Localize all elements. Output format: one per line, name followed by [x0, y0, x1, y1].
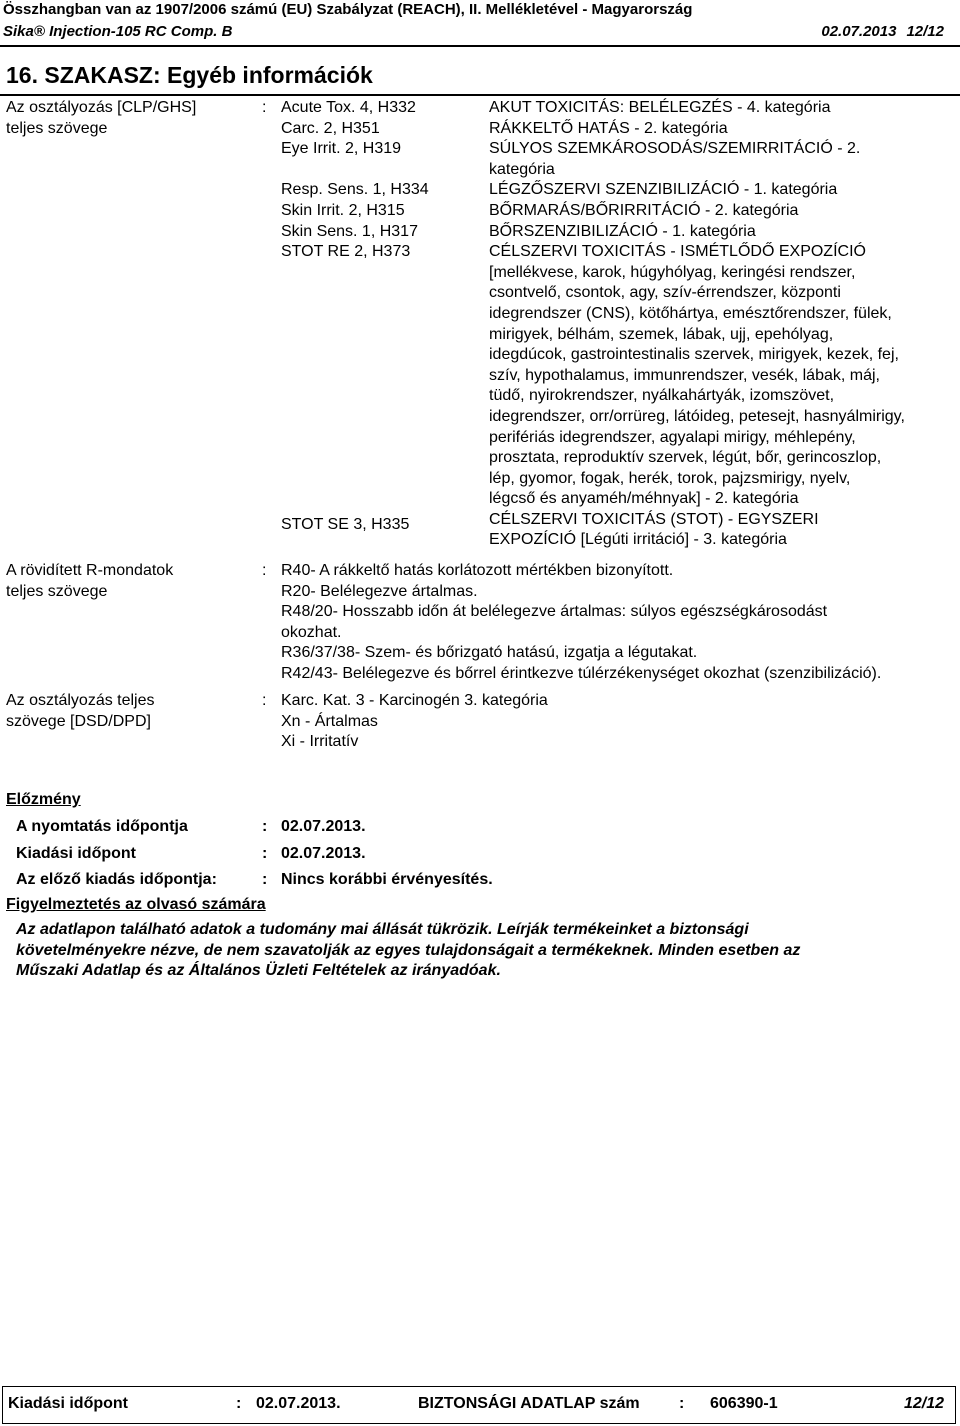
history-label-issue-date: Kiadási időpont: [16, 845, 136, 862]
history-colon: :: [262, 818, 268, 835]
section-title: 16. SZAKASZ: Egyéb információk: [6, 62, 373, 88]
dsd-colon: :: [262, 692, 267, 709]
history-value-previous: Nincs korábbi érvényesítés.: [281, 871, 493, 888]
header-rule: [0, 45, 960, 47]
clp-code: Skin Irrit. 2, H315: [281, 201, 405, 219]
dsd-lines: [281, 691, 548, 753]
dsd-label-line-1: Az osztályozás teljes: [6, 692, 155, 709]
history-colon: :: [262, 845, 268, 862]
clp-desc-line: idegdúcok, gastrointestinalis szervek, mirigyek, kezek, fej,: [489, 346, 899, 364]
notice-title: Figyelmeztetés az olvasó számára: [6, 896, 266, 913]
notice-line: Az adatlapon található adatok a tudomány mai állását tükrözik. Leírják termékeinket a biztonsági: [16, 921, 749, 938]
r-phrase-line: okozhat.: [281, 623, 342, 641]
clp-desc-line: kategória: [489, 160, 555, 178]
r-label-line-1: A rövidített R-mondatok: [6, 562, 174, 579]
history-colon: :: [262, 871, 268, 888]
clp-desc-line: [mellékvese, karok, húgyhólyag, keringési rendszer,: [489, 263, 856, 281]
clp-desc-line: idegrendszer (CNS), kötőhártya, emésztőrendszer, fülek,: [489, 304, 892, 322]
history-value-print-date: 02.07.2013.: [281, 818, 366, 835]
clp-desc-line: RÁKKELTŐ HATÁS - 2. kategória: [489, 119, 728, 137]
history-title: Előzmény: [6, 791, 81, 808]
clp-desc-line: idegrendszer, orr/orrüreg, látóideg, petesejt, hasnyálmirigy,: [489, 407, 905, 425]
section-rule: [0, 94, 960, 96]
clp-desc-line: CÉLSZERVI TOXICITÁS - ISMÉTLŐDŐ EXPOZÍCIÓ: [489, 243, 866, 261]
clp-desc-line: prosztata, reproduktív szervek, légút, bőr, gerincoszlop,: [489, 449, 882, 467]
product-name: Sika® Injection-105 RC Comp. B: [3, 23, 233, 40]
r-label-line-2: teljes szövege: [6, 583, 108, 600]
r-phrases: [281, 561, 881, 685]
clp-desc-line: BŐRMARÁS/BŐRIRRITÁCIÓ - 2. kategória: [489, 201, 799, 219]
clp-desc-line: CÉLSZERVI TOXICITÁS (STOT) - EGYSZERI: [489, 510, 819, 528]
r-phrase-line: R40- A rákkeltő hatás korlátozott mértékben bizonyított.: [281, 562, 674, 579]
r-colon: :: [262, 562, 267, 579]
notice-line: Műszaki Adatlap és az Általános Üzleti Feltételek az irányadóak.: [16, 962, 501, 980]
footer-issue-label: Kiadási időpont: [8, 1395, 128, 1412]
footer-colon: :: [679, 1395, 685, 1412]
footer-colon: :: [236, 1395, 242, 1412]
clp-code: Skin Sens. 1, H317: [281, 222, 418, 240]
clp-code: STOT RE 2, H373: [281, 243, 411, 261]
notice-line: követelményekre nézve, de nem szavatolják az egyes tulajdonságait a termékeknek. Minden esetben az: [16, 941, 801, 959]
clp-desc-line: mirigyek, bélhám, szemek, lábak, ujj, epehólyag,: [489, 325, 834, 343]
footer-sds-number: 606390-1: [710, 1395, 778, 1412]
clp-code: STOT SE 3, H335: [281, 516, 410, 533]
regulation-header: Összhangban van az 1907/2006 számú (EU) Szabályzat (REACH), II. Mellékletével - Magyarország: [3, 1, 693, 18]
clp-desc-line: perifériás idegrendszer, agyalapi mirigy, méhlepény,: [489, 428, 856, 446]
clp-desc-line: szív, hypothalamus, immunrendszer, vesék, lábak, máj,: [489, 366, 880, 384]
clp-code: Resp. Sens. 1, H334: [281, 181, 429, 199]
clp-desc-line: tüdő, nyirokrendszer, nyálkahártyák, izomszövet,: [489, 387, 835, 405]
clp-code: Acute Tox. 4, H332: [281, 99, 416, 116]
history-value-issue-date: 02.07.2013.: [281, 845, 366, 862]
footer-sds-label: BIZTONSÁGI ADATLAP szám: [418, 1395, 640, 1412]
clp-desc-line: LÉGZŐSZERVI SZENZIBILIZÁCIÓ - 1. kategória: [489, 181, 838, 199]
clp-desc-line: SÚLYOS SZEMKÁROSODÁS/SZEMIRRITÁCIÓ - 2.: [489, 140, 861, 158]
clp-colon: :: [262, 99, 267, 116]
dsd-line: Xn - Ártalmas: [281, 712, 378, 730]
r-phrase-line: R36/37/38- Szem- és bőrizgató hatású, izgatja a légutakat.: [281, 644, 698, 662]
header-meta: [811, 23, 944, 40]
r-phrase-line: R48/20- Hosszabb időn át belélegezve ártalmas: súlyos egészségkárosodást: [281, 603, 828, 621]
clp-desc-line: csontvelő, csontok, agy, szív-érrendszer, központi: [489, 284, 841, 302]
clp-label-line-1: Az osztályozás [CLP/GHS]: [6, 99, 197, 116]
history-label-previous: Az előző kiadás időpontja:: [16, 871, 217, 888]
clp-desc-line: BŐRSZENZIBILIZÁCIÓ - 1. kategória: [489, 222, 756, 240]
notice-text: [16, 920, 800, 982]
clp-code: Carc. 2, H351: [281, 119, 380, 137]
history-label-print-date: A nyomtatás időpontja: [16, 818, 188, 835]
clp-codes: [281, 98, 429, 263]
header-date: 02.07.2013: [821, 23, 897, 40]
clp-desc-line: légcső és anyaméh/méhnyak] - 2. kategória: [489, 490, 799, 508]
header-page: 12/12: [906, 23, 944, 40]
footer-issue-date: 02.07.2013.: [256, 1395, 341, 1412]
footer-page: 12/12: [904, 1395, 945, 1412]
r-phrase-line: R20- Belélegezve ártalmas.: [281, 582, 478, 600]
clp-desc-line: EXPOZÍCIÓ [Légúti irritáció] - 3. kategória: [489, 531, 787, 549]
dsd-line: Karc. Kat. 3 - Karcinogén 3. kategória: [281, 692, 548, 709]
dsd-line: Xi - Irritatív: [281, 733, 359, 751]
r-phrase-line: R42/43- Belélegezve és bőrrel érintkezve túlérzékenységet okozhat (szenzibilizáció).: [281, 664, 882, 682]
clp-descriptions: [489, 98, 954, 551]
dsd-label-line-2: szövege [DSD/DPD]: [6, 713, 151, 730]
clp-code-spacer: [281, 160, 429, 181]
clp-label-line-2: teljes szövege: [6, 120, 108, 137]
clp-desc-line: lép, gyomor, fogak, herék, torok, pajzsmirigy, nyelv,: [489, 469, 851, 487]
clp-desc-line: AKUT TOXICITÁS: BELÉLEGZÉS - 4. kategória: [489, 99, 831, 116]
clp-code: Eye Irrit. 2, H319: [281, 140, 402, 158]
